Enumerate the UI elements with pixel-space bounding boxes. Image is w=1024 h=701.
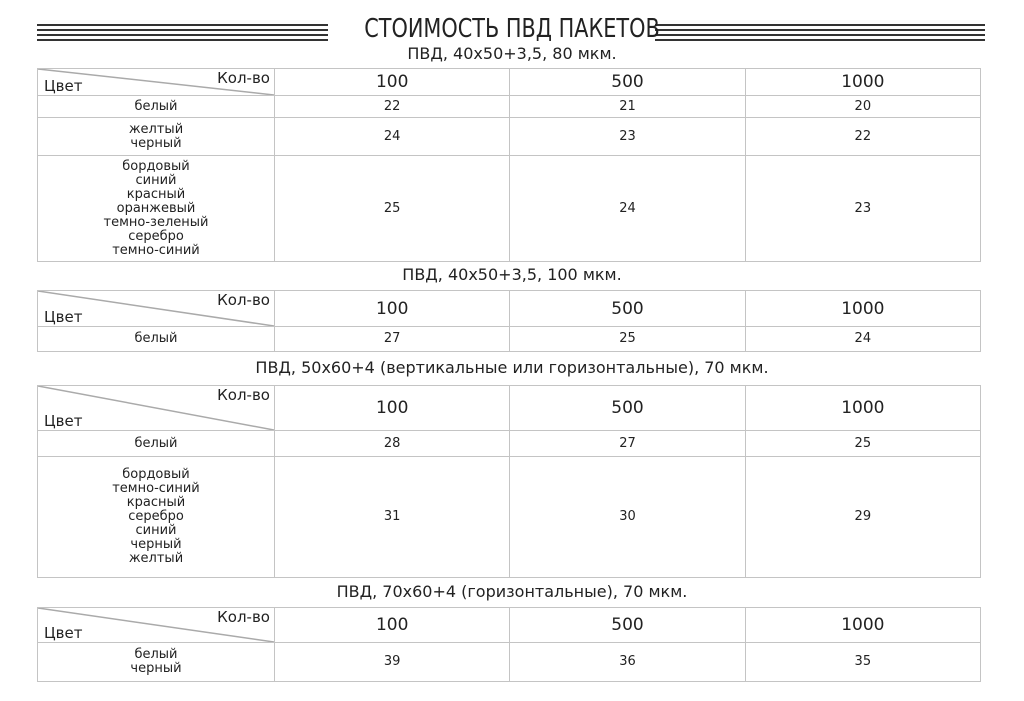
price-table: [37, 607, 981, 682]
price-cell: 31: [275, 457, 510, 578]
quantity-header: 1000: [745, 386, 980, 431]
color-name: белый: [134, 331, 178, 346]
table-subtitle: ПВД, 40x50+3,5, 100 мкм.: [402, 265, 622, 284]
color-label: Цвет: [44, 77, 83, 95]
price-cell: 27: [275, 327, 510, 352]
quantity-header: 500: [510, 291, 745, 327]
price-cell: 28: [275, 431, 510, 457]
quantity-header: 1000: [745, 608, 980, 643]
price-cell: 23: [745, 156, 980, 262]
quantity-header: 100: [275, 291, 510, 327]
price-cell: 35: [745, 643, 980, 682]
price-cell: 36: [510, 643, 745, 682]
color-name: желтый: [128, 121, 184, 137]
quantity-label: Кол-во: [217, 291, 270, 309]
price-cell: 20: [745, 96, 980, 118]
quantity-header: 500: [510, 386, 745, 431]
corner-cell: [38, 386, 275, 431]
quantity-header: 100: [275, 386, 510, 431]
price-table: [37, 68, 981, 262]
color-list: [38, 457, 275, 578]
quantity-label: Кол-во: [217, 386, 270, 404]
corner-cell: [38, 608, 275, 643]
quantity-header: 1000: [745, 69, 980, 96]
price-cell: 27: [510, 431, 745, 457]
color-name: белый: [134, 435, 178, 451]
price-cell: 22: [275, 96, 510, 118]
color-name: синий: [135, 523, 177, 538]
corner-cell: [38, 291, 275, 327]
table-row: [38, 96, 981, 118]
color-name: серебро: [128, 228, 184, 244]
color-name: оранжевый: [116, 200, 196, 216]
table-row: [38, 118, 981, 156]
table-row: [38, 643, 981, 682]
color-name: белый: [134, 98, 178, 114]
price-cell: 30: [510, 457, 745, 578]
price-cell: 25: [275, 156, 510, 262]
table-row: [38, 327, 981, 352]
header-row: [38, 291, 981, 327]
price-cell: 39: [275, 643, 510, 682]
color-name: красный: [126, 495, 186, 510]
color-name: темно-зеленый: [103, 214, 209, 230]
color-list: [38, 96, 275, 118]
price-cell: 23: [510, 118, 745, 156]
price-cell: 25: [510, 327, 745, 352]
table-row: [38, 457, 981, 578]
color-name: бордовый: [122, 467, 190, 482]
corner-cell: [38, 69, 275, 96]
price-cell: 21: [510, 96, 745, 118]
color-list: [38, 156, 275, 262]
quantity-header: 100: [275, 608, 510, 643]
color-label: Цвет: [44, 624, 83, 642]
table-row: [38, 431, 981, 457]
color-list: [38, 431, 275, 457]
price-cell: 22: [745, 118, 980, 156]
color-name: черный: [130, 661, 182, 676]
price-cell: 29: [745, 457, 980, 578]
color-label: Цвет: [44, 308, 83, 326]
color-name: красный: [126, 186, 186, 202]
color-name: серебро: [128, 509, 184, 524]
color-name: темно-синий: [112, 481, 200, 496]
quantity-header: 500: [510, 69, 745, 96]
header-row: [38, 386, 981, 431]
color-name: бордовый: [122, 158, 190, 174]
color-label: Цвет: [44, 412, 83, 430]
page-title: СТОИМОСТЬ ПВД ПАКЕТОВ: [364, 14, 660, 44]
table-row: [38, 156, 981, 262]
color-name: черный: [130, 135, 182, 151]
color-list: [38, 118, 275, 156]
quantity-label: Кол-во: [217, 608, 270, 626]
quantity-header: 1000: [745, 291, 980, 327]
color-name: темно-синий: [112, 242, 200, 258]
price-cell: 24: [510, 156, 745, 262]
price-cell: 25: [745, 431, 980, 457]
price-cell: 24: [275, 118, 510, 156]
table-subtitle: ПВД, 50x60+4 (вертикальные или горизонтальные), 70 мкм.: [255, 358, 769, 377]
quantity-label: Кол-во: [217, 69, 270, 87]
color-list: [38, 327, 275, 352]
color-list: [38, 643, 275, 682]
quantity-header: 500: [510, 608, 745, 643]
color-name: черный: [130, 537, 182, 552]
header-row: [38, 608, 981, 643]
price-cell: 24: [745, 327, 980, 352]
table-subtitle: ПВД, 40x50+3,5, 80 мкм.: [407, 44, 617, 63]
price-table: [37, 290, 981, 352]
color-name: белый: [134, 647, 178, 662]
color-name: желтый: [128, 551, 184, 566]
color-name: синий: [135, 172, 177, 188]
table-subtitle: ПВД, 70x60+4 (горизонтальные), 70 мкм.: [336, 582, 688, 601]
header-row: [38, 69, 981, 96]
price-table: [37, 385, 981, 578]
quantity-header: 100: [275, 69, 510, 96]
